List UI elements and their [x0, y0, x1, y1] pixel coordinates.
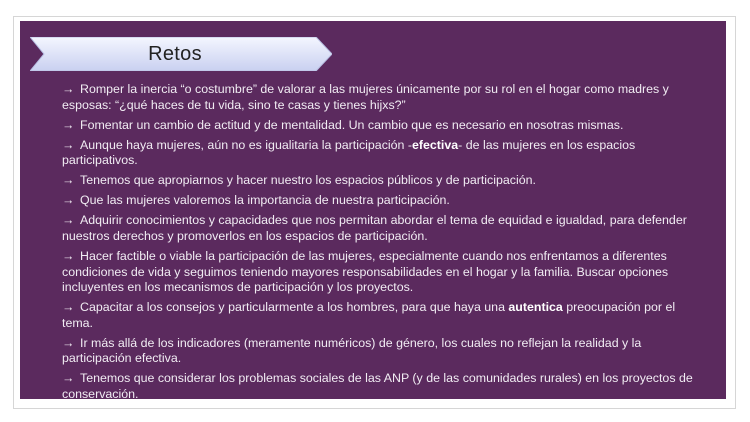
- bullet-text: Tenemos que considerar los problemas sociales de las ANP (y de las comunidades rurales) en los proyectos de conservación.: [62, 371, 693, 401]
- bullet-item: [62, 138, 694, 169]
- title-banner: [30, 37, 332, 71]
- bullet-item: [62, 336, 694, 367]
- arrow-bullet-icon: →: [62, 371, 75, 386]
- arrow-bullet-icon: →: [62, 335, 75, 350]
- arrow-bullet-icon: →: [62, 249, 75, 264]
- arrow-bullet-icon: →: [62, 213, 75, 228]
- arrow-bullet-icon: →: [62, 193, 75, 208]
- bullet-text: Romper la inercia “o costumbre” de valorar a las mujeres únicamente por su rol en el hogar como madres y esposas: “¿qué haces de tu vida, sino te casas y tienes hijxs?”: [62, 82, 669, 112]
- bullet-text: Ir más allá de los indicadores (meramente numéricos) de género, los cuales no reflejan la realidad y la participación efectiva.: [62, 335, 642, 366]
- bullet-item: [62, 118, 694, 134]
- arrow-bullet-icon: →: [62, 137, 75, 152]
- bullet-text: Aunque haya mujeres, aún no es igualitaria la participación -: [80, 137, 412, 152]
- bullet-text: Hacer factible o viable la participación de las mujeres, especialmente cuando nos enfrentamos a diferentes condiciones de vida y seguimos teniendo mayores responsabilidades en el hogar y la familia. Buscar opciones incluyentes en los mecanismos de participación y los proyectos.: [62, 249, 669, 295]
- bullet-text: Que las mujeres valoremos la importancia de nuestra participación.: [80, 193, 450, 208]
- arrow-bullet-icon: →: [62, 82, 75, 96]
- bullet-item: [62, 300, 694, 331]
- bullet-item: [62, 193, 694, 209]
- arrow-bullet-icon: →: [62, 117, 75, 132]
- bullet-item: [62, 371, 694, 402]
- bullet-text: Adquirir conocimientos y capacidades que nos permitan abordar el tema de equidad e igualdad, para defender nuestros derechos y promoverlos en los espacios de participación.: [62, 213, 687, 243]
- bullet-text: Tenemos que apropiarnos y hacer nuestro los espacios públicos y de participación.: [80, 173, 536, 188]
- bullet-text: Fomentar un cambio de actitud y de mentalidad. Un cambio que es necesario en nosotras mismas.: [80, 117, 624, 132]
- bullet-item: [62, 213, 694, 244]
- slide-title: Retos: [148, 42, 202, 65]
- bullet-item: [62, 173, 694, 189]
- arrow-bullet-icon: →: [62, 300, 75, 315]
- bullet-list: [62, 82, 694, 407]
- arrow-bullet-icon: →: [62, 173, 75, 188]
- bullet-emphasis: efectiva: [412, 137, 459, 152]
- bullet-text: Capacitar a los consejos y particularmente a los hombres, para que haya una: [80, 300, 509, 315]
- bullet-text: preocupación por el tema.: [62, 300, 676, 330]
- bullet-emphasis: autentica: [508, 300, 563, 315]
- bullet-text: - de las mujeres en los espacios participativos.: [62, 137, 636, 168]
- bullet-item: [62, 82, 694, 113]
- bullet-item: [62, 249, 694, 296]
